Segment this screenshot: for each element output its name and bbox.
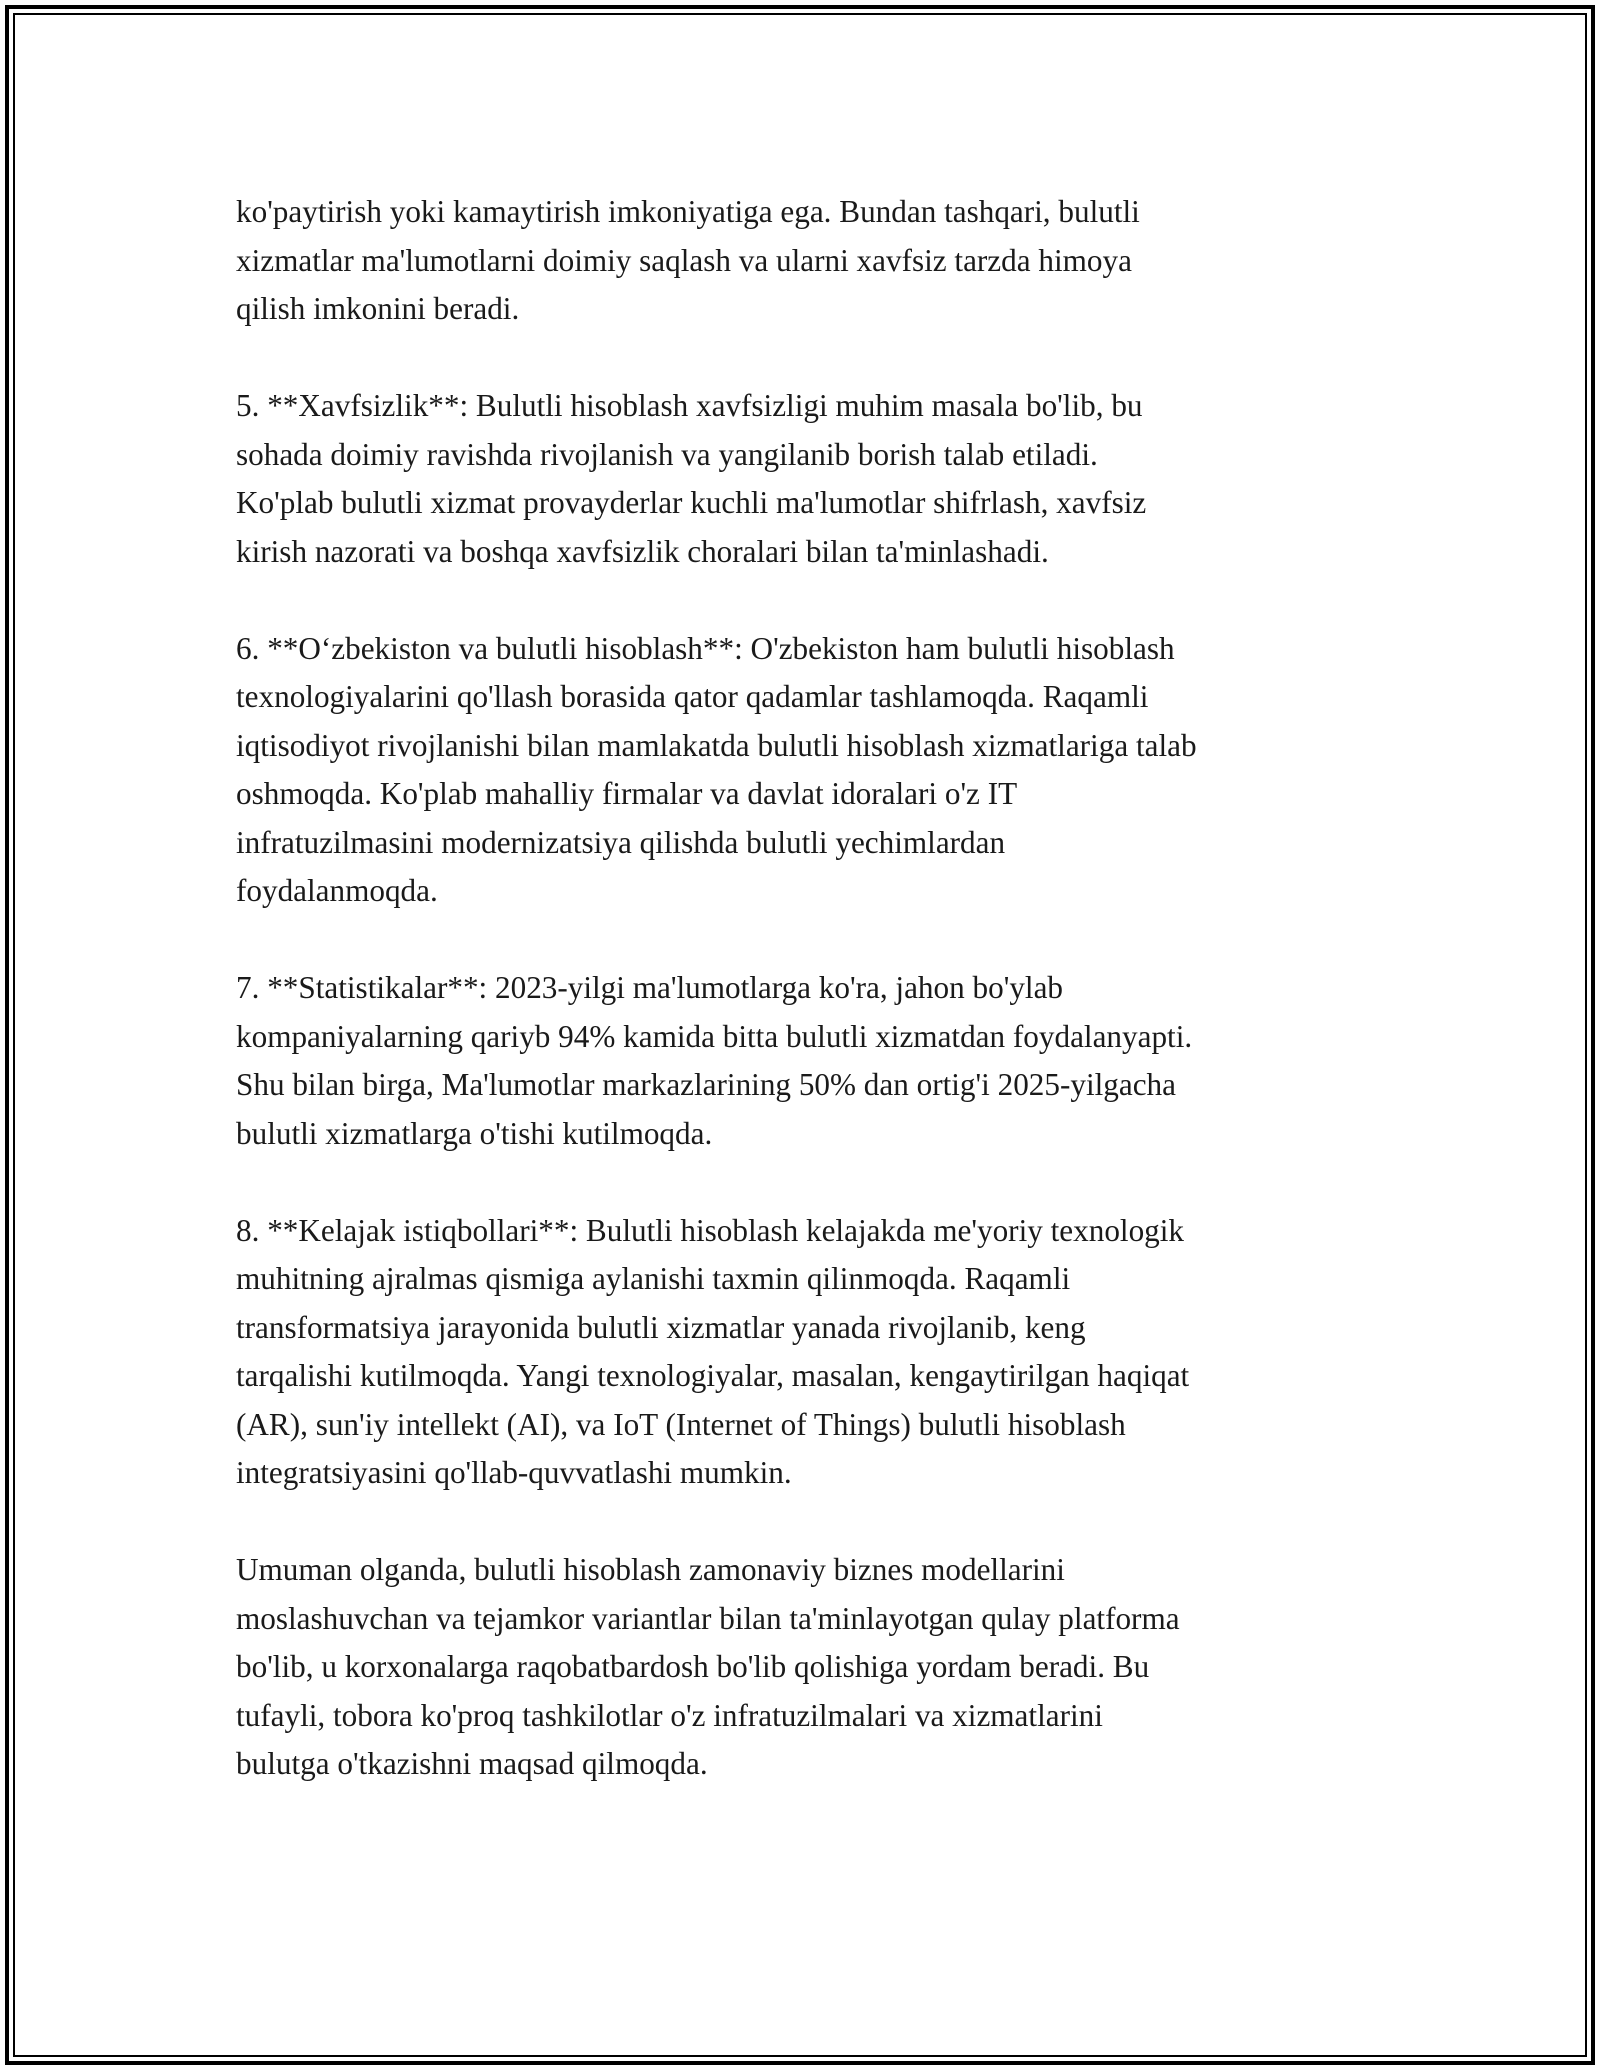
text-line: Umuman olganda, bulutli hisoblash zamonaviy biznes modellarini xyxy=(236,1552,1065,1587)
text-line: kompaniyalarning qariyb 94% kamida bitta bulutli xizmatdan foydalanyapti. xyxy=(236,1018,1193,1054)
text-line: foydalanmoqda. xyxy=(236,873,438,908)
paragraph-future xyxy=(236,1207,1396,1498)
text-line: 6. **O‘zbekiston va bulutli hisoblash**: O'zbekiston ham bulutli hisoblash xyxy=(236,630,1175,666)
text-line: muhitning ajralmas qismiga aylanishi taxmin qilinmoqda. Raqamli xyxy=(236,1261,1071,1296)
paragraph-security xyxy=(236,382,1396,576)
text-line: bo'lib, u korxonalarga raqobatbardosh bo'lib qolishiga yordam beradi. Bu xyxy=(236,1649,1150,1684)
paragraph-uzbekistan xyxy=(236,625,1396,916)
text-line: tarqalishi kutilmoqda. Yangi texnologiyalar, masalan, kengaytirilgan haqiqat xyxy=(236,1358,1190,1393)
text-line: infratuzilmasini modernizatsiya qilishda bulutli yechimlardan xyxy=(236,824,1006,860)
text-line: xizmatlar ma'lumotlarni doimiy saqlash va ularni xavfsiz tarzda himoya xyxy=(236,242,1132,278)
text-line: Shu bilan birga, Ma'lumotlar markazlarining 50% dan ortig'i 2025-yilgacha xyxy=(236,1067,1176,1102)
text-line: oshmoqda. Ko'plab mahalliy firmalar va davlat idoralari o'z IT xyxy=(236,776,1018,811)
paragraph-conclusion xyxy=(236,1546,1396,1789)
text-line: iqtisodiyot rivojlanishi bilan mamlakatda bulutli hisoblash xizmatlariga talab xyxy=(236,727,1197,763)
text-line: qilish imkonini beradi. xyxy=(236,291,520,326)
text-line: tufayli, tobora ko'proq tashkilotlar o'z infratuzilmalari va xizmatlarini xyxy=(236,1697,1103,1733)
text-line: integratsiyasini qo'llab-quvvatlashi mumkin. xyxy=(236,1455,792,1490)
text-line: transformatsiya jarayonida bulutli xizmatlar yanada rivojlanib, keng xyxy=(236,1309,1086,1345)
text-line: bulutli xizmatlarga o'tishi kutilmoqda. xyxy=(236,1115,713,1151)
text-line: moslashuvchan va tejamkor variantlar bilan ta'minlayotgan qulay platforma xyxy=(236,1600,1180,1636)
text-line: 5. **Xavfsizlik**: Bulutli hisoblash xavfsizligi muhim masala bo'lib, bu xyxy=(236,388,1143,423)
text-line: ko'paytirish yoki kamaytirish imkoniyatiga ega. Bundan tashqari, bulutli xyxy=(236,194,1140,229)
text-line: bulutga o'tkazishni maqsad qilmoqda. xyxy=(236,1746,708,1781)
text-line: 7. **Statistikalar**: 2023-yilgi ma'lumotlarga ko'ra, jahon bo'ylab xyxy=(236,970,1064,1005)
paragraph-statistics xyxy=(236,964,1396,1158)
text-line: sohada doimiy ravishda rivojlanish va yangilanib borish talab etiladi. xyxy=(236,436,1098,472)
text-line: kirish nazorati va boshqa xavfsizlik choralari bilan ta'minlashadi. xyxy=(236,533,1049,569)
text-line: texnologiyalarini qo'llash borasida qator qadamlar tashlamoqda. Raqamli xyxy=(236,679,1149,714)
text-line: Ko'plab bulutli xizmat provayderlar kuchli ma'lumotlar shifrlash, xavfsiz xyxy=(236,485,1147,520)
text-line: (AR), sun'iy intellekt (AI), va IoT (Internet of Things) bulutli hisoblash xyxy=(236,1406,1126,1442)
text-line: 8. **Kelajak istiqbollari**: Bulutli hisoblash kelajakda me'yoriy texnologik xyxy=(236,1212,1185,1248)
document-body xyxy=(236,188,1396,1837)
paragraph-intro-continuation xyxy=(236,188,1396,334)
